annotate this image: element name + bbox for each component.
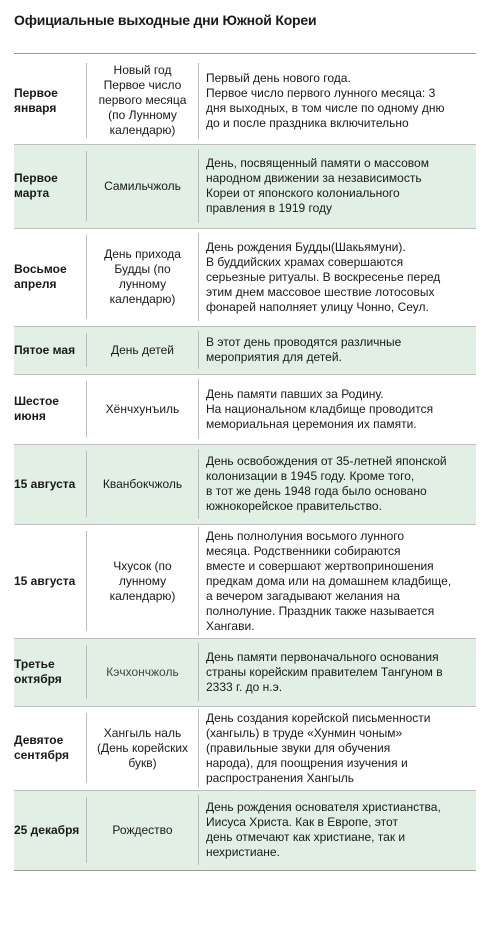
- holiday-description-box: [198, 379, 476, 439]
- holiday-name-box: [86, 151, 198, 221]
- holiday-description-line: предкам дома или на домашнем кладбище,: [206, 573, 452, 588]
- holiday-date-line: Пятое мая: [14, 342, 76, 357]
- holiday-description-line: День рождения основателя христианства,: [206, 800, 441, 814]
- holiday-name-box: [86, 63, 198, 138]
- holiday-row: [14, 228, 476, 326]
- holiday-description-box: [198, 149, 476, 223]
- holiday-name: [86, 444, 198, 524]
- holiday-description-line: День полнолуния восьмого лунного: [206, 528, 405, 543]
- holiday-description-line: до и после праздника включительно: [206, 115, 409, 130]
- holiday-description-line: Первое число первого лунного месяца: 3: [206, 85, 436, 100]
- holiday-date-line: октября: [14, 672, 62, 686]
- holiday-description-box: [198, 709, 476, 788]
- holiday-description-line: народа), для поощрения изучения и: [206, 755, 408, 770]
- holidays-table: [14, 58, 476, 871]
- holiday-description-line: день отмечают как христиане, так и: [206, 830, 406, 844]
- holiday-description-box: [198, 63, 476, 139]
- holiday-description-line: День рождения Будды(Шакьямуни).: [206, 239, 406, 254]
- holiday-date-line: Восьмое: [14, 262, 67, 276]
- holiday-description-line: дня выходных, в том числе по одному дню: [206, 100, 445, 115]
- holiday-name-line: календарю): [109, 292, 176, 306]
- holiday-description-line: этим днем массовое шествие лотосовых: [206, 284, 435, 299]
- holiday-name: [86, 326, 198, 374]
- holiday-name-box: [86, 451, 198, 517]
- holiday-name-box: [86, 333, 198, 367]
- holiday-name-line: календарю): [109, 123, 176, 138]
- holiday-name-line: Будды (по: [114, 262, 171, 276]
- holiday-name-line: День детей: [110, 342, 175, 357]
- holiday-description-line: Иисуса Христа. Как в Европе, этот: [206, 815, 398, 829]
- holiday-description-line: На национальном кладбище проводится: [206, 401, 434, 416]
- holiday-name: [86, 144, 198, 228]
- holiday-row: [14, 790, 476, 870]
- holiday-date-line: марта: [14, 186, 50, 200]
- holiday-row: [14, 374, 476, 444]
- holiday-date-line: 15 августа: [14, 476, 76, 491]
- holiday-name-box: [86, 235, 198, 319]
- holiday-name-line: Хангыль наль: [103, 725, 182, 740]
- holiday-description: [198, 326, 476, 374]
- holiday-date: [14, 144, 86, 228]
- holiday-name-line: лунному: [118, 277, 167, 291]
- holiday-row: [14, 144, 476, 228]
- top-divider: [14, 53, 476, 54]
- holiday-description: [198, 638, 476, 706]
- holiday-name-box: [86, 645, 198, 699]
- holiday-date-line: 25 декабря: [14, 822, 80, 837]
- holiday-description-line: День создания корейской письменности: [206, 710, 431, 725]
- holiday-description-box: [198, 527, 476, 636]
- holiday-name: [86, 58, 198, 144]
- holidays-table-body: [14, 58, 476, 870]
- holiday-date-line: января: [14, 100, 57, 115]
- holiday-date: [14, 374, 86, 444]
- holiday-description: [198, 374, 476, 444]
- holiday-name-line: (День корейских: [96, 740, 189, 755]
- holiday-name-line: Рождество: [112, 822, 173, 837]
- holiday-row: [14, 706, 476, 790]
- holiday-description-line: фонарей наполняет улицу Чонно, Сеул.: [206, 299, 429, 314]
- holiday-date-line: 15 августа: [14, 573, 76, 588]
- holiday-description-line: серьезные ритуалы. В воскресенье перед: [206, 269, 441, 284]
- holiday-name-box: [86, 713, 198, 783]
- holiday-date: [14, 326, 86, 374]
- holiday-name-line: календарю): [109, 588, 176, 603]
- holiday-date-line: Первое: [14, 171, 58, 185]
- holiday-description-line: правления в 1919 году: [206, 201, 333, 215]
- holiday-name: [86, 790, 198, 870]
- holiday-name-line: Первое число: [103, 78, 182, 93]
- holiday-date-line: Шестое: [14, 394, 59, 408]
- holiday-date-line: Девятое: [14, 733, 64, 747]
- holiday-description-line: День памяти павших за Родину.: [206, 386, 384, 401]
- holiday-description-line: южнокорейское правительство.: [206, 499, 382, 513]
- holiday-date-line: Первое: [14, 85, 58, 100]
- holiday-date: [14, 444, 86, 524]
- holiday-description-line: а вечером загадывают желания на: [206, 588, 400, 603]
- holiday-name-line: букв): [128, 755, 157, 770]
- holiday-description-line: мемориальная церемония их памяти.: [206, 416, 417, 431]
- holiday-description-box: [198, 795, 476, 865]
- holiday-description-box: [198, 449, 476, 519]
- holiday-description-line: в тот же день 1948 года было основано: [206, 484, 427, 498]
- holiday-name: [86, 524, 198, 638]
- holiday-description-line: День, посвященный памяти о массовом: [206, 156, 429, 170]
- holiday-description-line: мероприятия для детей.: [206, 350, 342, 364]
- holiday-name-box: [86, 797, 198, 863]
- holiday-row: [14, 444, 476, 524]
- holiday-date-line: Третье: [14, 657, 55, 671]
- holiday-description-line: В буддийских храмах совершаются: [206, 254, 404, 269]
- holiday-name: [86, 228, 198, 326]
- holiday-description-line: 2333 г. до н.э.: [206, 679, 283, 694]
- holiday-name: [86, 638, 198, 706]
- holiday-name-line: Самильчжоль: [104, 178, 181, 193]
- holiday-description: [198, 524, 476, 638]
- holiday-description-line: полнолуние. Праздник также называется: [206, 603, 435, 618]
- holiday-description: [198, 144, 476, 228]
- holiday-description-box: [198, 233, 476, 321]
- holiday-description: [198, 444, 476, 524]
- holiday-description-line: Кореи от японского колониального: [206, 186, 400, 200]
- holiday-description: [198, 790, 476, 870]
- holiday-name: [86, 374, 198, 444]
- holiday-description-line: вместе и совершают жертвоприношения: [206, 558, 434, 573]
- holiday-description-line: (хангыль) в труде «Хунмин чоным»: [206, 725, 403, 740]
- holiday-row: [14, 326, 476, 374]
- holiday-row: [14, 638, 476, 706]
- holiday-date: [14, 790, 86, 870]
- holiday-description-line: распространения Хангыль: [206, 770, 355, 785]
- holiday-name-line: первого месяца: [98, 93, 187, 108]
- holiday-description-box: [198, 331, 476, 369]
- holiday-name-line: Кванбокчжоль: [102, 476, 183, 491]
- holiday-name: [86, 706, 198, 790]
- holiday-name-line: Хёнчхунъиль: [105, 401, 180, 416]
- holiday-description-line: народном движении за независимость: [206, 171, 422, 185]
- holiday-description-line: День памяти первоначального основания: [206, 649, 439, 664]
- holiday-description-line: колонизации в 1945 году. Кроме того,: [206, 469, 415, 483]
- holiday-description: [198, 228, 476, 326]
- holiday-date: [14, 706, 86, 790]
- holiday-description-line: День освобождения от 35-летней японской: [206, 454, 447, 468]
- holiday-date: [14, 58, 86, 144]
- holiday-date-line: июня: [14, 409, 46, 423]
- holiday-date: [14, 638, 86, 706]
- holiday-description-box: [198, 643, 476, 701]
- holiday-row: [14, 524, 476, 638]
- holiday-date-line: сентября: [14, 748, 70, 762]
- holiday-name-line: Чхусок (по: [113, 558, 172, 573]
- holiday-description-line: В этот день проводятся различные: [206, 335, 402, 349]
- holiday-name-line: лунному: [118, 573, 167, 588]
- holiday-date: [14, 228, 86, 326]
- holiday-description-line: месяца. Родственники собираются: [206, 543, 401, 558]
- holiday-name-line: Кэчхончжоль: [106, 664, 179, 679]
- holiday-name-box: [86, 531, 198, 631]
- holiday-description-line: страны корейским правителем Тангуном в: [206, 664, 443, 679]
- holiday-name-line: День прихода: [104, 247, 181, 261]
- holiday-description: [198, 58, 476, 144]
- holiday-row: [14, 58, 476, 144]
- holiday-name-line: (по Лунному: [108, 108, 177, 123]
- holiday-name-box: [86, 381, 198, 437]
- page-title: Официальные выходные дни Южной Кореи: [14, 12, 317, 28]
- holiday-description-line: нехристиане.: [206, 845, 280, 859]
- holiday-description-line: (правильные звуки для обучения: [206, 740, 391, 755]
- holiday-description: [198, 706, 476, 790]
- holiday-date: [14, 524, 86, 638]
- holiday-name-line: Новый год: [113, 63, 172, 78]
- holiday-description-line: Хангави.: [206, 618, 255, 633]
- holiday-date-line: апреля: [14, 277, 57, 291]
- holiday-description-line: Первый день нового года.: [206, 70, 351, 85]
